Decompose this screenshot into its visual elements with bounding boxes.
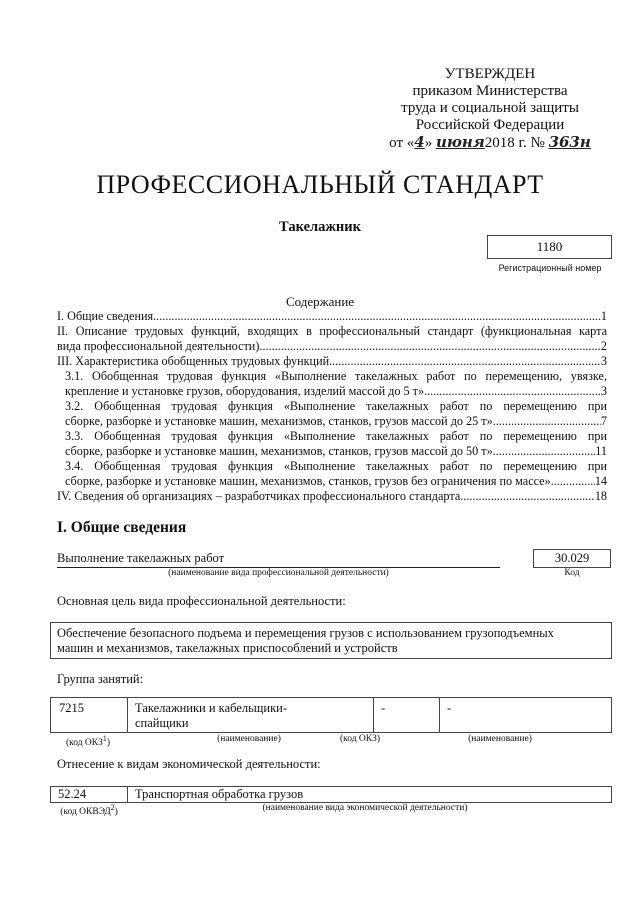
goal-label: Основная цель вида профессиональной деятельности: — [57, 594, 346, 608]
toc-item[interactable]: 3.3. Обобщенная трудовая функция «Выполнение такелажных работ по перемещению при — [65, 429, 607, 443]
toc-item[interactable]: II. Описание трудовых функций, входящих в профессиональный стандарт (функциональная карта — [57, 324, 607, 338]
activity-caption: (наименование вида профессиональной деятельности) — [168, 568, 389, 578]
approval-line3: труда и социальной защиты — [401, 100, 579, 116]
okved-code: 52.24 — [58, 787, 87, 801]
goal-text-line2: машин и механизмов, такелажных приспособлений и устройств — [57, 641, 398, 655]
approval-line4: Российской Федерации — [415, 117, 565, 133]
toc-item-cont: сборке, разборке и установке машин, механизмов, станков, грузов без ограничения по массе» ..... 14 — [57, 474, 607, 489]
registration-number-label: Регистрационный номер — [498, 263, 602, 273]
approval-date: от «4» июня2018 г. № 363н — [389, 133, 591, 151]
table-of-contents — [57, 309, 607, 504]
econ-activity-name: Транспортная обработка грузов — [135, 787, 304, 801]
group-label: Группа занятий: — [57, 672, 144, 686]
activity-name: Выполнение такелажных работ — [57, 551, 500, 568]
toc-heading: Содержание — [285, 294, 355, 309]
name-caption-2: (наименование) — [468, 734, 532, 744]
document-subtitle: Такелажник — [279, 219, 361, 235]
toc-item-cont: сборке, разборке и установке машин, механизмов, станков, грузов массой до 50 т» ..... 11 — [57, 444, 607, 459]
approval-line1: УТВЕРЖДЕН — [444, 66, 536, 82]
okz-caption-2: (код ОКЗ) — [339, 734, 381, 744]
occupation-group-table — [50, 697, 612, 733]
goal-box — [50, 622, 612, 659]
goal-text-line1: Обеспечение безопасного подъема и перемещения грузов с использованием грузоподъемных — [57, 626, 554, 640]
occupation-name-1: Такелажники и кабельщики- спайщики — [135, 701, 288, 730]
approval-month: июня — [435, 133, 485, 151]
okz-code-2: - — [381, 701, 386, 715]
toc-item[interactable]: 3.2. Обобщенная трудовая функция «Выполнение такелажных работ по перемещению при — [65, 399, 607, 413]
registration-number-box: 1180 — [487, 235, 612, 259]
approval-day: 4 — [414, 133, 425, 151]
toc-item[interactable]: III. Характеристика обобщенных трудовых функций ..... 3 — [57, 354, 607, 369]
section-heading: I. Общие сведения — [57, 519, 187, 536]
activity-code: 30.029 — [533, 549, 611, 568]
toc-item-cont: вида профессиональной деятельности) ..... 2 — [57, 339, 607, 354]
okz-code-1: 7215 — [59, 701, 84, 715]
approval-block — [380, 66, 600, 152]
name-caption-1: (наименование) — [217, 734, 281, 744]
okved-caption: (код ОКВЭД$^2$) — [60, 803, 118, 818]
approval-number: 363н — [548, 133, 591, 151]
toc-item[interactable]: 3.4. Обобщенная трудовая функция «Выполнение такелажных работ по перемещению при — [65, 459, 607, 473]
econ-label: Отнесение к видам экономической деятельности: — [57, 757, 321, 771]
toc-item[interactable]: I. Общие сведения ..... 1 — [57, 309, 607, 324]
toc-item[interactable]: IV. Сведения об организациях – разработчиках профессионального стандарта ..... 18 — [57, 489, 607, 504]
code-caption: Код — [564, 568, 580, 578]
occupation-name-2: - — [447, 701, 452, 715]
econ-activity-table — [50, 786, 612, 803]
document-title: ПРОФЕССИОНАЛЬНЫЙ СТАНДАРТ — [96, 170, 544, 199]
toc-item-cont: сборке, разборке и установке машин, механизмов, станков, грузов массой до 25 т» ..... 7 — [57, 414, 607, 429]
approval-line2: приказом Министерства — [412, 83, 568, 99]
toc-item-cont: крепление и установке грузов, оборудования, изделий массой до 5 т» ..... 3 — [57, 384, 607, 399]
okz-caption-1: (код ОКЗ$^1$) — [65, 734, 111, 749]
toc-item[interactable]: 3.1. Обобщенная трудовая функция «Выполнение такелажных работ по перемещению, увязке, — [65, 369, 607, 383]
econ-name-caption: (наименование вида экономической деятельности) — [262, 803, 468, 813]
